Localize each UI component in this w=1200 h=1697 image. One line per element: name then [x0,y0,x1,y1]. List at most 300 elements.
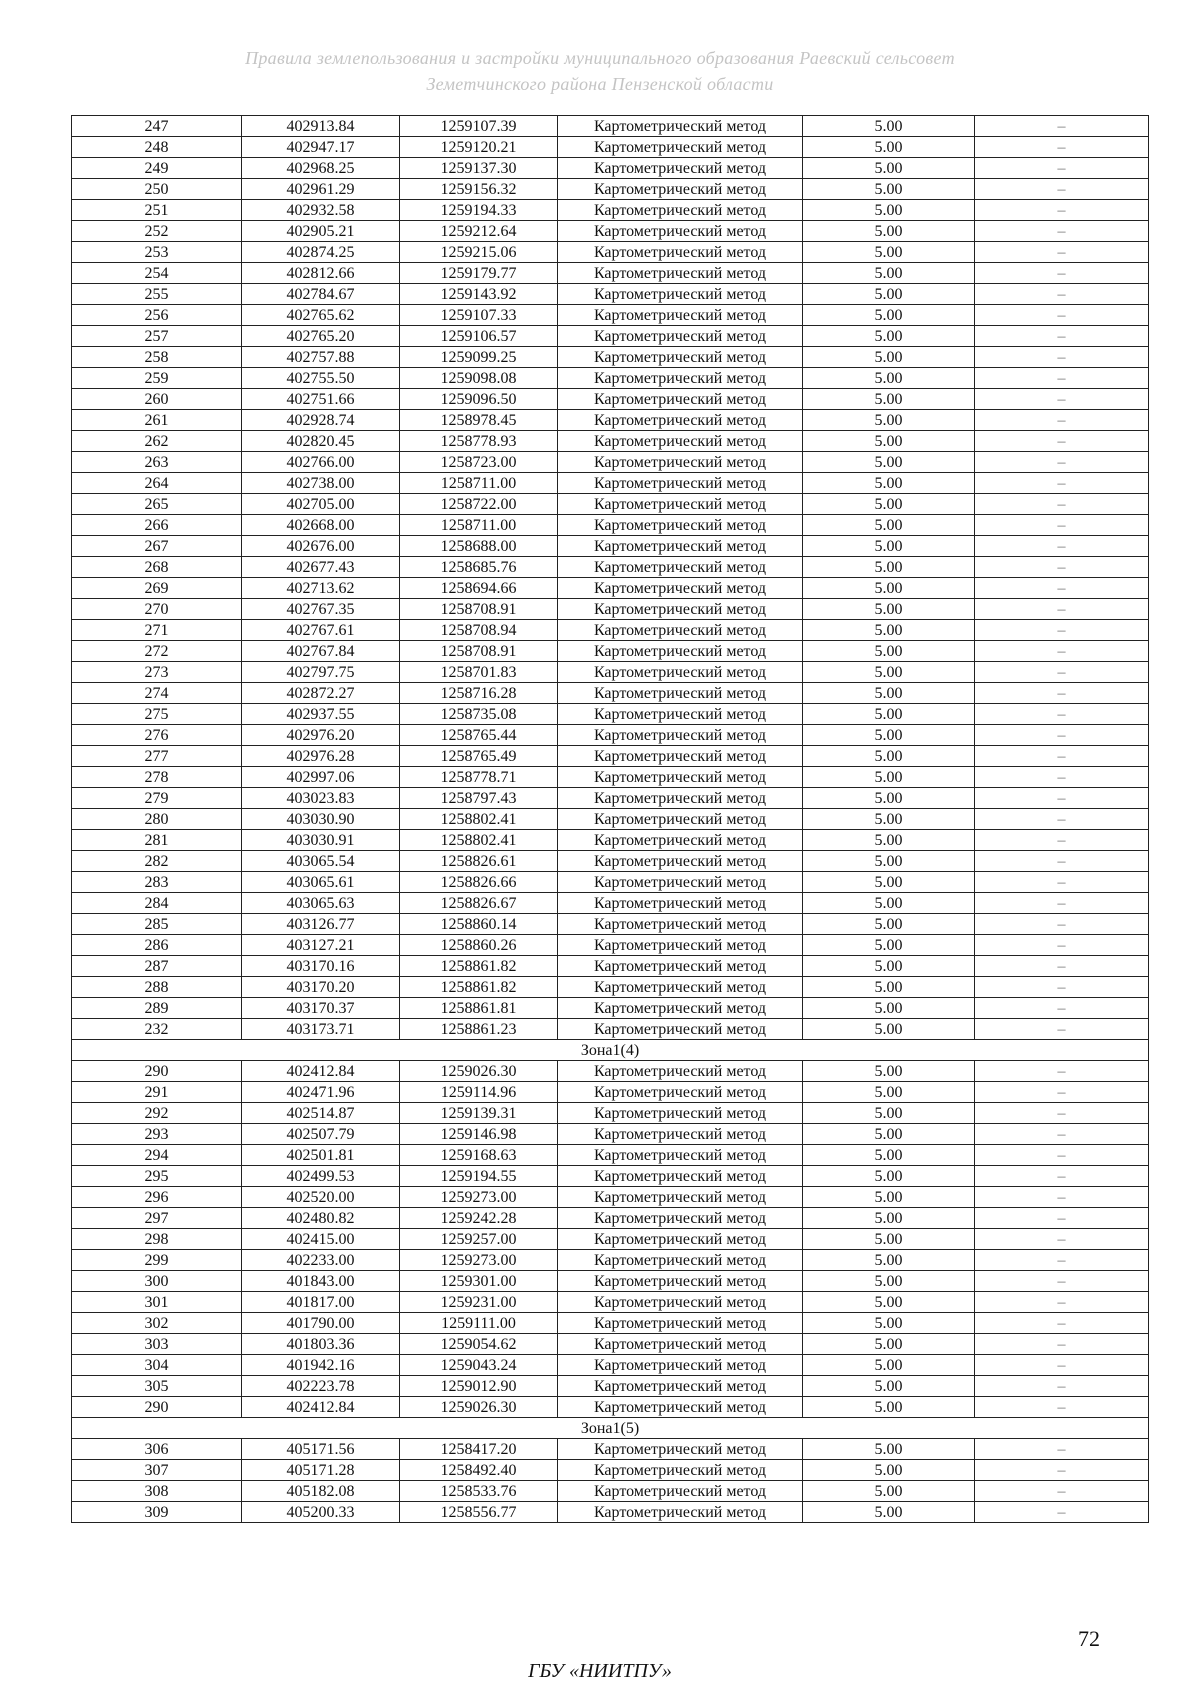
accuracy-cell: 5.00 [803,473,975,494]
x-coordinate-cell: 402976.28 [242,746,400,767]
table-row [72,1166,1149,1187]
point-number-cell: 274 [72,683,242,704]
coordinates-table [71,115,1149,1523]
method-cell: Картометрический метод [558,1313,803,1334]
method-cell: Картометрический метод [558,1103,803,1124]
y-coordinate-cell: 1258765.49 [400,746,558,767]
x-coordinate-cell: 402997.06 [242,767,400,788]
y-coordinate-cell: 1258861.82 [400,956,558,977]
table-row [72,599,1149,620]
table-row [72,998,1149,1019]
table-row [72,1460,1149,1481]
description-cell: – [975,872,1149,893]
point-number-cell: 286 [72,935,242,956]
accuracy-cell: 5.00 [803,494,975,515]
method-cell: Картометрический метод [558,536,803,557]
accuracy-cell: 5.00 [803,851,975,872]
accuracy-cell: 5.00 [803,305,975,326]
point-number-cell: 265 [72,494,242,515]
method-cell: Картометрический метод [558,242,803,263]
description-cell: – [975,557,1149,578]
table-row [72,746,1149,767]
x-coordinate-cell: 402738.00 [242,473,400,494]
x-coordinate-cell: 403065.61 [242,872,400,893]
zone-label: Зона1(5) [72,1418,1149,1439]
y-coordinate-cell: 1259043.24 [400,1355,558,1376]
table-row [72,578,1149,599]
y-coordinate-cell: 1258860.14 [400,914,558,935]
y-coordinate-cell: 1258716.28 [400,683,558,704]
point-number-cell: 260 [72,389,242,410]
accuracy-cell: 5.00 [803,242,975,263]
table-row [72,410,1149,431]
method-cell: Картометрический метод [558,557,803,578]
y-coordinate-cell: 1258685.76 [400,557,558,578]
accuracy-cell: 5.00 [803,956,975,977]
x-coordinate-cell: 402874.25 [242,242,400,263]
method-cell: Картометрический метод [558,935,803,956]
y-coordinate-cell: 1258556.77 [400,1502,558,1523]
y-coordinate-cell: 1258708.91 [400,599,558,620]
x-coordinate-cell: 402757.88 [242,347,400,368]
x-coordinate-cell: 402520.00 [242,1187,400,1208]
method-cell: Картометрический метод [558,767,803,788]
document-footer: ГБУ «НИИТПУ» [528,1660,672,1682]
table-row [72,1250,1149,1271]
y-coordinate-cell: 1258802.41 [400,830,558,851]
point-number-cell: 232 [72,1019,242,1040]
accuracy-cell: 5.00 [803,662,975,683]
table-row [72,305,1149,326]
x-coordinate-cell: 402412.84 [242,1397,400,1418]
accuracy-cell: 5.00 [803,410,975,431]
method-cell: Картометрический метод [558,452,803,473]
x-coordinate-cell: 403126.77 [242,914,400,935]
point-number-cell: 253 [72,242,242,263]
method-cell: Картометрический метод [558,599,803,620]
accuracy-cell: 5.00 [803,1082,975,1103]
point-number-cell: 303 [72,1334,242,1355]
y-coordinate-cell: 1259179.77 [400,263,558,284]
method-cell: Картометрический метод [558,851,803,872]
method-cell: Картометрический метод [558,347,803,368]
point-number-cell: 248 [72,137,242,158]
accuracy-cell: 5.00 [803,1187,975,1208]
point-number-cell: 309 [72,1502,242,1523]
accuracy-cell: 5.00 [803,1103,975,1124]
point-number-cell: 300 [72,1271,242,1292]
description-cell: – [975,809,1149,830]
method-cell: Картометрический метод [558,1187,803,1208]
method-cell: Картометрический метод [558,725,803,746]
description-cell: – [975,599,1149,620]
accuracy-cell: 5.00 [803,221,975,242]
x-coordinate-cell: 402676.00 [242,536,400,557]
point-number-cell: 252 [72,221,242,242]
x-coordinate-cell: 401803.36 [242,1334,400,1355]
accuracy-cell: 5.00 [803,599,975,620]
y-coordinate-cell: 1258826.67 [400,893,558,914]
point-number-cell: 257 [72,326,242,347]
method-cell: Картометрический метод [558,1355,803,1376]
point-number-cell: 290 [72,1061,242,1082]
description-cell: – [975,494,1149,515]
description-cell: – [975,1250,1149,1271]
method-cell: Картометрический метод [558,788,803,809]
point-number-cell: 262 [72,431,242,452]
description-cell: – [975,242,1149,263]
y-coordinate-cell: 1259012.90 [400,1376,558,1397]
point-number-cell: 250 [72,179,242,200]
description-cell: – [975,725,1149,746]
x-coordinate-cell: 403065.54 [242,851,400,872]
table-row [72,1439,1149,1460]
description-cell: – [975,1103,1149,1124]
table-row [72,1019,1149,1040]
method-cell: Картометрический метод [558,1439,803,1460]
accuracy-cell: 5.00 [803,1166,975,1187]
zone-header-row [72,1418,1149,1439]
point-number-cell: 288 [72,977,242,998]
y-coordinate-cell: 1258708.94 [400,620,558,641]
x-coordinate-cell: 402797.75 [242,662,400,683]
y-coordinate-cell: 1258765.44 [400,725,558,746]
y-coordinate-cell: 1259301.00 [400,1271,558,1292]
accuracy-cell: 5.00 [803,641,975,662]
y-coordinate-cell: 1258778.93 [400,431,558,452]
table-row [72,788,1149,809]
table-row [72,935,1149,956]
y-coordinate-cell: 1259054.62 [400,1334,558,1355]
description-cell: – [975,158,1149,179]
method-cell: Картометрический метод [558,1145,803,1166]
method-cell: Картометрический метод [558,1460,803,1481]
point-number-cell: 285 [72,914,242,935]
method-cell: Картометрический метод [558,1481,803,1502]
description-cell: – [975,431,1149,452]
point-number-cell: 263 [72,452,242,473]
y-coordinate-cell: 1259215.06 [400,242,558,263]
x-coordinate-cell: 402499.53 [242,1166,400,1187]
x-coordinate-cell: 402913.84 [242,116,400,137]
method-cell: Картометрический метод [558,1019,803,1040]
description-cell: – [975,116,1149,137]
y-coordinate-cell: 1258694.66 [400,578,558,599]
description-cell: – [975,851,1149,872]
x-coordinate-cell: 402767.35 [242,599,400,620]
table-row [72,452,1149,473]
accuracy-cell: 5.00 [803,1481,975,1502]
point-number-cell: 247 [72,116,242,137]
method-cell: Картометрический метод [558,431,803,452]
accuracy-cell: 5.00 [803,1124,975,1145]
accuracy-cell: 5.00 [803,1271,975,1292]
x-coordinate-cell: 401843.00 [242,1271,400,1292]
description-cell: – [975,1187,1149,1208]
method-cell: Картометрический метод [558,1376,803,1397]
description-cell: – [975,1439,1149,1460]
point-number-cell: 254 [72,263,242,284]
document-header [0,45,1200,97]
y-coordinate-cell: 1259273.00 [400,1187,558,1208]
y-coordinate-cell: 1258723.00 [400,452,558,473]
method-cell: Картометрический метод [558,1229,803,1250]
description-cell: – [975,137,1149,158]
y-coordinate-cell: 1258978.45 [400,410,558,431]
method-cell: Картометрический метод [558,956,803,977]
point-number-cell: 290 [72,1397,242,1418]
x-coordinate-cell: 401817.00 [242,1292,400,1313]
description-cell: – [975,1229,1149,1250]
y-coordinate-cell: 1259099.25 [400,347,558,368]
x-coordinate-cell: 402223.78 [242,1376,400,1397]
x-coordinate-cell: 402872.27 [242,683,400,704]
table-row [72,893,1149,914]
x-coordinate-cell: 402471.96 [242,1082,400,1103]
point-number-cell: 293 [72,1124,242,1145]
y-coordinate-cell: 1259273.00 [400,1250,558,1271]
point-number-cell: 258 [72,347,242,368]
table-row [72,1355,1149,1376]
description-cell: – [975,200,1149,221]
table-row [72,683,1149,704]
description-cell: – [975,326,1149,347]
description-cell: – [975,578,1149,599]
point-number-cell: 259 [72,368,242,389]
table-row [72,179,1149,200]
accuracy-cell: 5.00 [803,347,975,368]
x-coordinate-cell: 402767.84 [242,641,400,662]
y-coordinate-cell: 1258492.40 [400,1460,558,1481]
table-row [72,1502,1149,1523]
method-cell: Картометрический метод [558,410,803,431]
table-row [72,137,1149,158]
table-row [72,200,1149,221]
y-coordinate-cell: 1258826.66 [400,872,558,893]
x-coordinate-cell: 402668.00 [242,515,400,536]
description-cell: – [975,788,1149,809]
point-number-cell: 267 [72,536,242,557]
description-cell: – [975,1271,1149,1292]
table-row [72,1187,1149,1208]
x-coordinate-cell: 401790.00 [242,1313,400,1334]
table-row [72,914,1149,935]
description-cell: – [975,1124,1149,1145]
accuracy-cell: 5.00 [803,1460,975,1481]
y-coordinate-cell: 1259146.98 [400,1124,558,1145]
x-coordinate-cell: 405200.33 [242,1502,400,1523]
x-coordinate-cell: 402937.55 [242,704,400,725]
point-number-cell: 281 [72,830,242,851]
table-row [72,431,1149,452]
method-cell: Картометрический метод [558,578,803,599]
y-coordinate-cell: 1259231.00 [400,1292,558,1313]
description-cell: – [975,977,1149,998]
x-coordinate-cell: 402766.00 [242,452,400,473]
method-cell: Картометрический метод [558,305,803,326]
x-coordinate-cell: 403030.91 [242,830,400,851]
point-number-cell: 284 [72,893,242,914]
table-row [72,1292,1149,1313]
y-coordinate-cell: 1259111.00 [400,1313,558,1334]
accuracy-cell: 5.00 [803,1061,975,1082]
accuracy-cell: 5.00 [803,1439,975,1460]
y-coordinate-cell: 1258708.91 [400,641,558,662]
table-row [72,473,1149,494]
accuracy-cell: 5.00 [803,1313,975,1334]
y-coordinate-cell: 1259139.31 [400,1103,558,1124]
y-coordinate-cell: 1259096.50 [400,389,558,410]
accuracy-cell: 5.00 [803,788,975,809]
x-coordinate-cell: 403170.16 [242,956,400,977]
description-cell: – [975,1292,1149,1313]
y-coordinate-cell: 1259156.32 [400,179,558,200]
accuracy-cell: 5.00 [803,1229,975,1250]
description-cell: – [975,1145,1149,1166]
accuracy-cell: 5.00 [803,158,975,179]
method-cell: Картометрический метод [558,977,803,998]
table-row [72,662,1149,683]
point-number-cell: 269 [72,578,242,599]
description-cell: – [975,1355,1149,1376]
description-cell: – [975,263,1149,284]
description-cell: – [975,956,1149,977]
y-coordinate-cell: 1259114.96 [400,1082,558,1103]
method-cell: Картометрический метод [558,1166,803,1187]
point-number-cell: 302 [72,1313,242,1334]
method-cell: Картометрический метод [558,641,803,662]
accuracy-cell: 5.00 [803,872,975,893]
x-coordinate-cell: 402976.20 [242,725,400,746]
x-coordinate-cell: 405182.08 [242,1481,400,1502]
table-row [72,1145,1149,1166]
method-cell: Картометрический метод [558,368,803,389]
x-coordinate-cell: 402480.82 [242,1208,400,1229]
x-coordinate-cell: 403170.20 [242,977,400,998]
method-cell: Картометрический метод [558,1502,803,1523]
method-cell: Картометрический метод [558,1124,803,1145]
description-cell: – [975,368,1149,389]
point-number-cell: 266 [72,515,242,536]
accuracy-cell: 5.00 [803,977,975,998]
point-number-cell: 299 [72,1250,242,1271]
accuracy-cell: 5.00 [803,830,975,851]
method-cell: Картометрический метод [558,1082,803,1103]
y-coordinate-cell: 1259194.55 [400,1166,558,1187]
accuracy-cell: 5.00 [803,1145,975,1166]
table-row [72,830,1149,851]
method-cell: Картометрический метод [558,116,803,137]
y-coordinate-cell: 1258711.00 [400,473,558,494]
y-coordinate-cell: 1258861.82 [400,977,558,998]
y-coordinate-cell: 1258735.08 [400,704,558,725]
x-coordinate-cell: 402713.62 [242,578,400,599]
description-cell: – [975,347,1149,368]
table-row [72,242,1149,263]
x-coordinate-cell: 403065.63 [242,893,400,914]
description-cell: – [975,473,1149,494]
point-number-cell: 298 [72,1229,242,1250]
table-row [72,1376,1149,1397]
table-row [72,725,1149,746]
description-cell: – [975,221,1149,242]
description-cell: – [975,1019,1149,1040]
table-row [72,389,1149,410]
method-cell: Картометрический метод [558,830,803,851]
x-coordinate-cell: 402784.67 [242,284,400,305]
y-coordinate-cell: 1259120.21 [400,137,558,158]
y-coordinate-cell: 1258860.26 [400,935,558,956]
table-row [72,809,1149,830]
accuracy-cell: 5.00 [803,368,975,389]
y-coordinate-cell: 1258861.23 [400,1019,558,1040]
y-coordinate-cell: 1258701.83 [400,662,558,683]
method-cell: Картометрический метод [558,515,803,536]
table-row [72,767,1149,788]
table-row [72,1229,1149,1250]
table-row [72,956,1149,977]
y-coordinate-cell: 1258722.00 [400,494,558,515]
y-coordinate-cell: 1259143.92 [400,284,558,305]
zone-label: Зона1(4) [72,1040,1149,1061]
method-cell: Картометрический метод [558,998,803,1019]
y-coordinate-cell: 1259026.30 [400,1061,558,1082]
x-coordinate-cell: 402233.00 [242,1250,400,1271]
table-row [72,158,1149,179]
method-cell: Картометрический метод [558,137,803,158]
x-coordinate-cell: 403030.90 [242,809,400,830]
y-coordinate-cell: 1258826.61 [400,851,558,872]
table-row [72,1061,1149,1082]
method-cell: Картометрический метод [558,1061,803,1082]
method-cell: Картометрический метод [558,1271,803,1292]
point-number-cell: 273 [72,662,242,683]
table-row [72,1481,1149,1502]
table-row [72,116,1149,137]
description-cell: – [975,1376,1149,1397]
y-coordinate-cell: 1259098.08 [400,368,558,389]
table-row [72,1103,1149,1124]
point-number-cell: 283 [72,872,242,893]
method-cell: Картометрический метод [558,263,803,284]
point-number-cell: 295 [72,1166,242,1187]
x-coordinate-cell: 402677.43 [242,557,400,578]
point-number-cell: 261 [72,410,242,431]
y-coordinate-cell: 1259137.30 [400,158,558,179]
accuracy-cell: 5.00 [803,452,975,473]
table-row [72,326,1149,347]
accuracy-cell: 5.00 [803,179,975,200]
zone-header-row [72,1040,1149,1061]
x-coordinate-cell: 402507.79 [242,1124,400,1145]
x-coordinate-cell: 402751.66 [242,389,400,410]
accuracy-cell: 5.00 [803,200,975,221]
description-cell: – [975,620,1149,641]
method-cell: Картометрический метод [558,1250,803,1271]
description-cell: – [975,1313,1149,1334]
point-number-cell: 301 [72,1292,242,1313]
y-coordinate-cell: 1259194.33 [400,200,558,221]
accuracy-cell: 5.00 [803,431,975,452]
accuracy-cell: 5.00 [803,683,975,704]
accuracy-cell: 5.00 [803,1208,975,1229]
x-coordinate-cell: 405171.28 [242,1460,400,1481]
table-row [72,536,1149,557]
table-row [72,368,1149,389]
y-coordinate-cell: 1258861.81 [400,998,558,1019]
y-coordinate-cell: 1258533.76 [400,1481,558,1502]
method-cell: Картометрический метод [558,809,803,830]
